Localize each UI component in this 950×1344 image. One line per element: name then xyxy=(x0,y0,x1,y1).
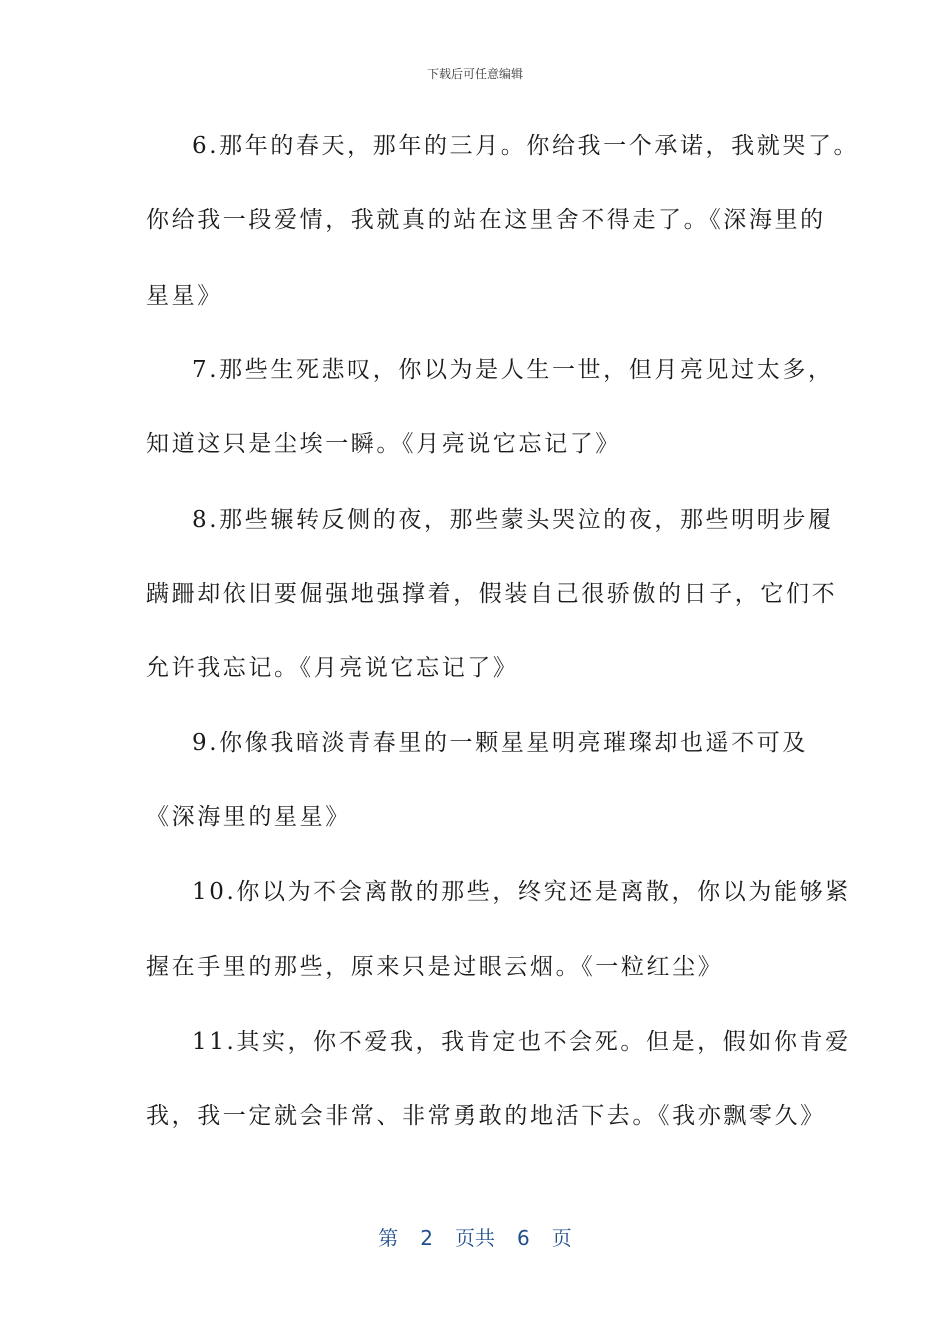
footer-middle: 页共 xyxy=(455,1226,495,1250)
paragraph-7-line-2: 知道这只是尘埃一瞬。《月亮说它忘记了》 xyxy=(146,431,621,457)
paragraph-9-line-1: 9.你像我暗淡青春里的一颗星星明亮璀璨却也遥不可及 xyxy=(192,730,808,756)
paragraph-8-line-2: 蹒跚却依旧要倔强地强撑着，假装自己很骄傲的日子，它们不 xyxy=(146,581,838,607)
paragraph-6-line-3: 星星》 xyxy=(146,283,223,309)
paragraph-8-line-1: 8.那些辗转反侧的夜，那些蒙头哭泣的夜，那些明明步履 xyxy=(192,507,834,533)
footer-suffix: 页 xyxy=(551,1226,572,1250)
page-number-footer xyxy=(0,1224,950,1252)
current-page-number: 2 xyxy=(420,1226,433,1250)
total-pages-number: 6 xyxy=(517,1226,530,1250)
paragraph-6-line-2: 你给我一段爱情，我就真的站在这里舍不得走了。《深海里的 xyxy=(146,207,826,233)
paragraph-8-line-3: 允许我忘记。《月亮说它忘记了》 xyxy=(146,655,519,681)
page-header: 下载后可任意编辑 xyxy=(426,67,523,81)
paragraph-9-line-2: 《深海里的星星》 xyxy=(146,804,351,830)
paragraph-10-line-1: 10.你以为不会离散的那些，终究还是离散，你以为能够紧 xyxy=(192,879,851,905)
paragraph-10-line-2: 握在手里的那些，原来只是过眼云烟。《一粒红尘》 xyxy=(146,954,724,980)
paragraph-7-line-1: 7.那些生死悲叹，你以为是人生一世，但月亮见过太多， xyxy=(192,357,834,383)
footer-prefix: 第 xyxy=(378,1226,399,1250)
paragraph-11-line-1: 11.其实，你不爱我，我肯定也不会死。但是，假如你肯爱 xyxy=(192,1029,851,1055)
paragraph-6-line-1: 6.那年的春天，那年的三月。你给我一个承诺，我就哭了。 xyxy=(192,133,860,159)
paragraph-11-line-2: 我，我一定就会非常、非常勇敢的地活下去。《我亦飘零久》 xyxy=(146,1103,826,1129)
